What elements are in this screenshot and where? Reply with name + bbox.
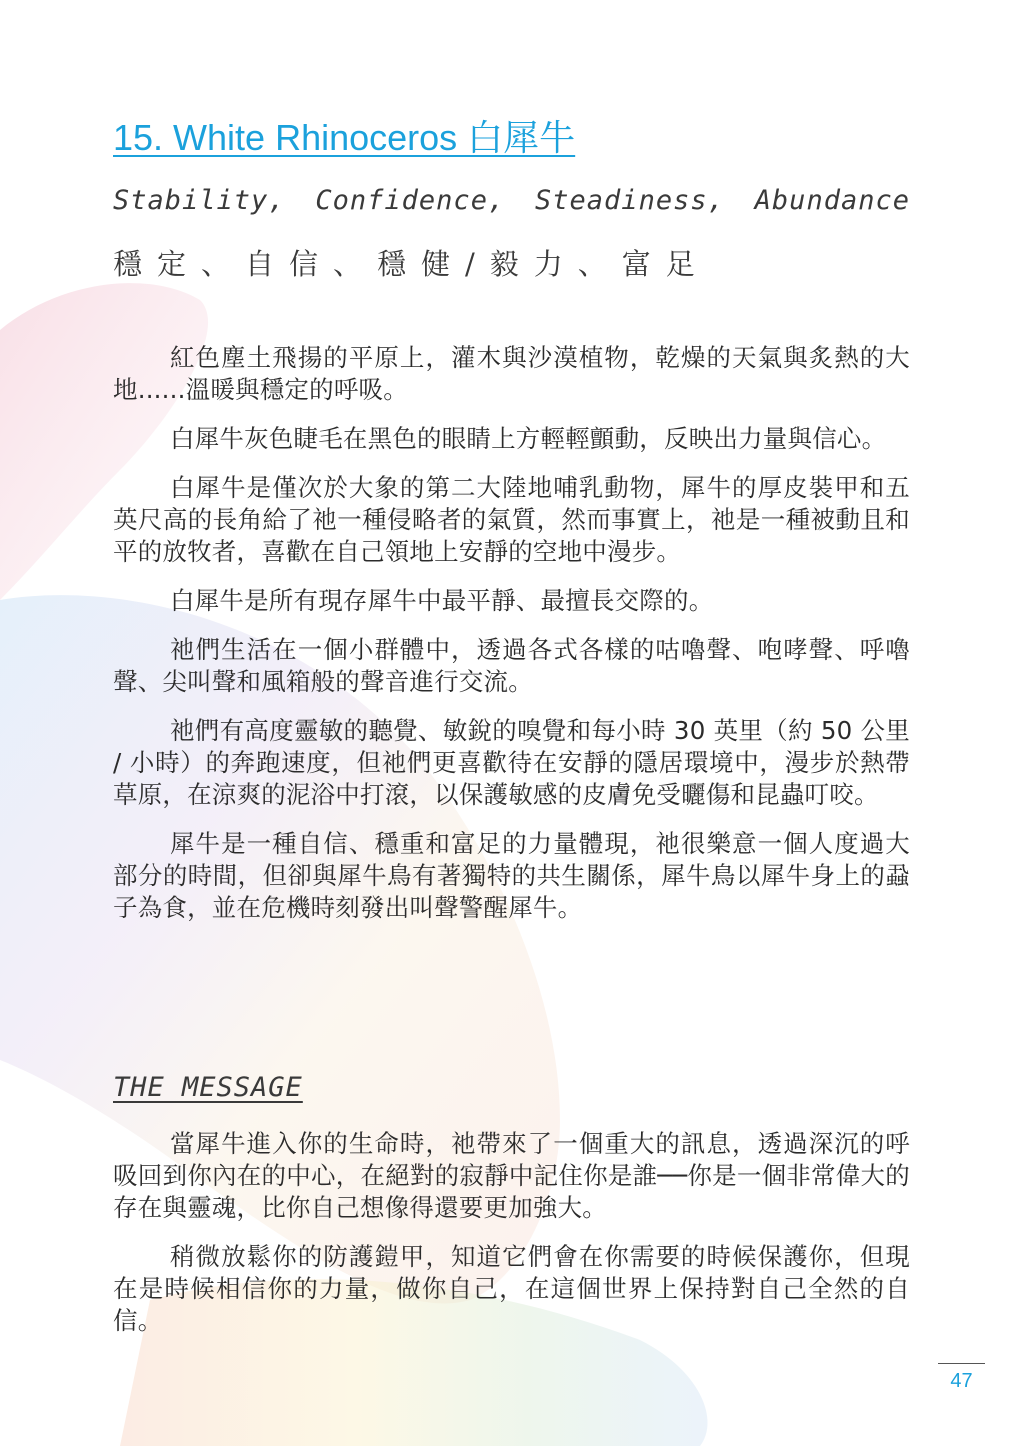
- paragraph: 祂們生活在一個小群體中，透過各式各樣的咕嚕聲、咆哮聲、呼嚕聲、尖叫聲和風箱般的聲音進行交流。: [113, 635, 910, 696]
- message-heading: THE MESSAGE: [113, 1072, 303, 1103]
- paragraph: 祂們有高度靈敏的聽覺、敏銳的嗅覺和每小時 30 英里（約 50 公里 / 小時）的奔跑速度，但祂們更喜歡待在安靜的隱居環境中，漫步於熱帶草原，在涼爽的泥浴中打滾，以保護敏感的皮膚免受曬傷和昆蟲叮咬。: [113, 716, 910, 809]
- paragraph: 當犀牛進入你的生命時，祂帶來了一個重大的訊息，透過深沉的呼吸回到你內在的中心，在絕對的寂靜中記住你是誰──你是一個非常偉大的存在與靈魂，比你自己想像得還要更加強大。: [113, 1129, 910, 1222]
- keyword: Abundance: [754, 185, 910, 216]
- paragraph: 紅色塵土飛揚的平原上，灌木與沙漠植物，乾燥的天氣與炙熱的大地......溫暖與穩定的呼吸。: [113, 343, 910, 404]
- page-title: 15. White Rhinoceros 白犀牛: [113, 117, 576, 158]
- keywords-english: [113, 185, 910, 216]
- paragraph: 白犀牛灰色睫毛在黑色的眼睛上方輕輕顫動，反映出力量與信心。: [170, 424, 887, 453]
- message-section: [113, 1128, 910, 1354]
- paragraph: 犀牛是一種自信、穩重和富足的力量體現，祂很樂意一個人度過大部分的時間，但卻與犀牛鳥有著獨特的共生關係，犀牛鳥以犀牛身上的蝨子為食，並在危機時刻發出叫聲警醒犀牛。: [113, 829, 910, 922]
- paragraph: 白犀牛是僅次於大象的第二大陸地哺乳動物，犀牛的厚皮裝甲和五英尺高的長角給了祂一種侵略者的氣質，然而事實上，祂是一種被動且和平的放牧者，喜歡在自己領地上安靜的空地中漫步。: [113, 473, 910, 566]
- description-section: [113, 342, 910, 941]
- page-number: 47: [950, 1370, 973, 1392]
- keyword: Confidence,: [315, 185, 506, 216]
- page-number-rule: [938, 1363, 985, 1364]
- keywords-chinese: 穩定、自信、穩健/毅力、富足: [113, 247, 710, 281]
- keyword: Steadiness,: [535, 185, 725, 216]
- paragraph: 白犀牛是所有現存犀牛中最平靜、最擅長交際的。: [170, 586, 714, 615]
- keyword: Stability,: [113, 185, 286, 216]
- paragraph: 稍微放鬆你的防護鎧甲，知道它們會在你需要的時候保護你，但現在是時候相信你的力量，做你自己，在這個世界上保持對自己全然的自信。: [113, 1242, 910, 1335]
